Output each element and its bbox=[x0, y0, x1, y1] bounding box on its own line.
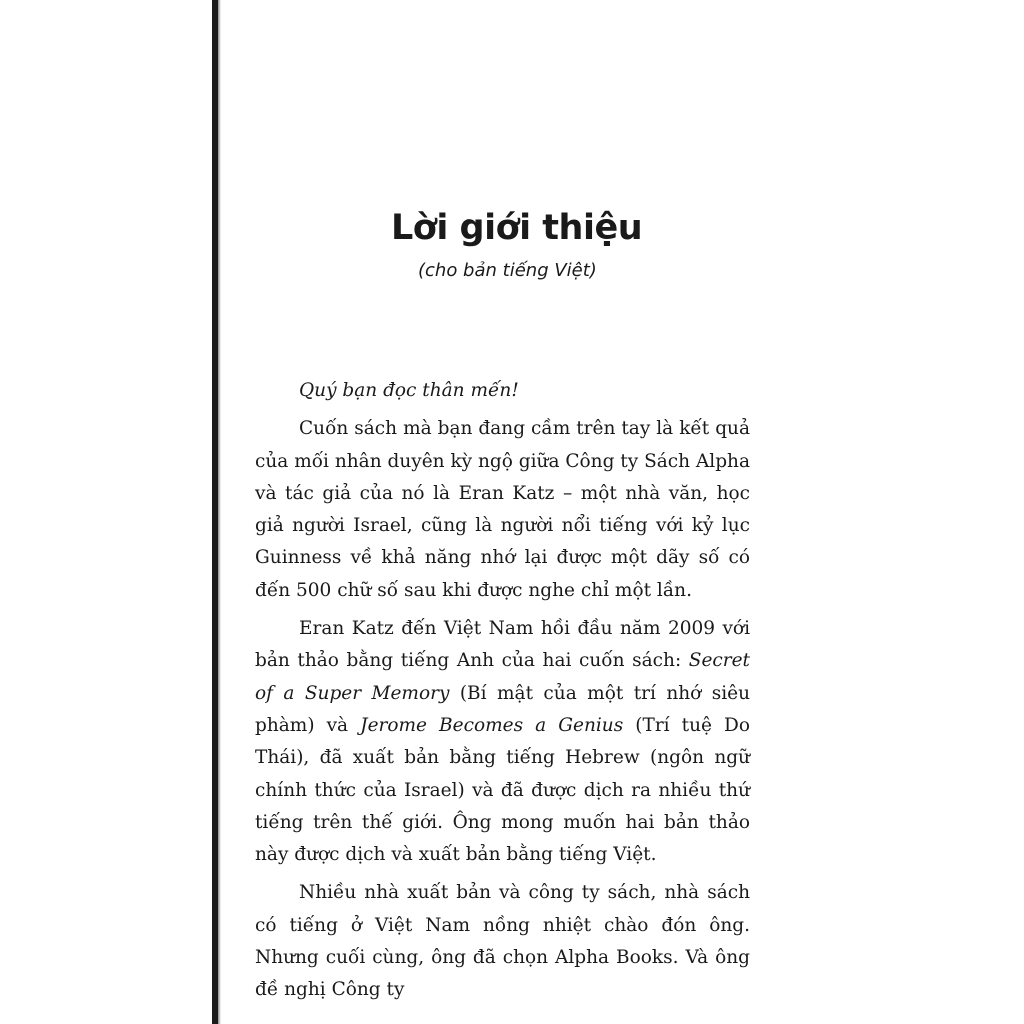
greeting: Quý bạn đọc thân mến! bbox=[299, 380, 519, 401]
book-title-jerome-becomes-a-genius: Jerome Becomes a Genius bbox=[360, 714, 624, 736]
paragraph-2-part-1: Eran Katz đến Việt Nam hồi đầu năm 2009 với bản thảo bằng tiếng Anh của hai cuốn sách: bbox=[255, 618, 750, 672]
spine-shadow bbox=[218, 0, 221, 1024]
body-text bbox=[255, 375, 750, 1013]
paragraph-2 bbox=[255, 613, 750, 871]
paragraph-1: Cuốn sách mà bạn đang cầm trên tay là kết quả của mối nhân duyên kỳ ngộ giữa Công ty Sách Alpha và tác giả của nó là Eran Katz – một nhà văn, học giả người Israel, cũng là người nổi tiếng với kỷ lục Guinness về khả năng nhớ lại được một dãy số có đến 500 chữ số sau khi được nghe chỉ một lần. bbox=[255, 418, 750, 601]
paragraph-3: Nhiều nhà xuất bản và công ty sách, nhà sách có tiếng ở Việt Nam nồng nhiệt chào đón ông. Nhưng cuối cùng, ông đã chọn Alpha Books. Và ông đề nghị Công ty bbox=[255, 882, 750, 1001]
page-subtitle: (cho bản tiếng Việt) bbox=[418, 260, 597, 281]
book-title-secret-of-a-super-memory: Secret of a Super Memory bbox=[255, 650, 750, 704]
paragraph-2-part-3: (Trí tuệ Do Thái), đã xuất bản bằng tiếng Hebrew (ngôn ngữ chính thức của Israel) và đã được dịch ra nhiều thứ tiếng trên thế giới. Ông mong muốn hai bản thảo này được dịch và xuất bản bằng tiếng Việt. bbox=[255, 714, 750, 866]
paragraph-2-part-2: (Bí mật của một trí nhớ siêu phàm) và bbox=[255, 682, 751, 736]
page-title: Lời giới thiệu bbox=[391, 208, 643, 248]
